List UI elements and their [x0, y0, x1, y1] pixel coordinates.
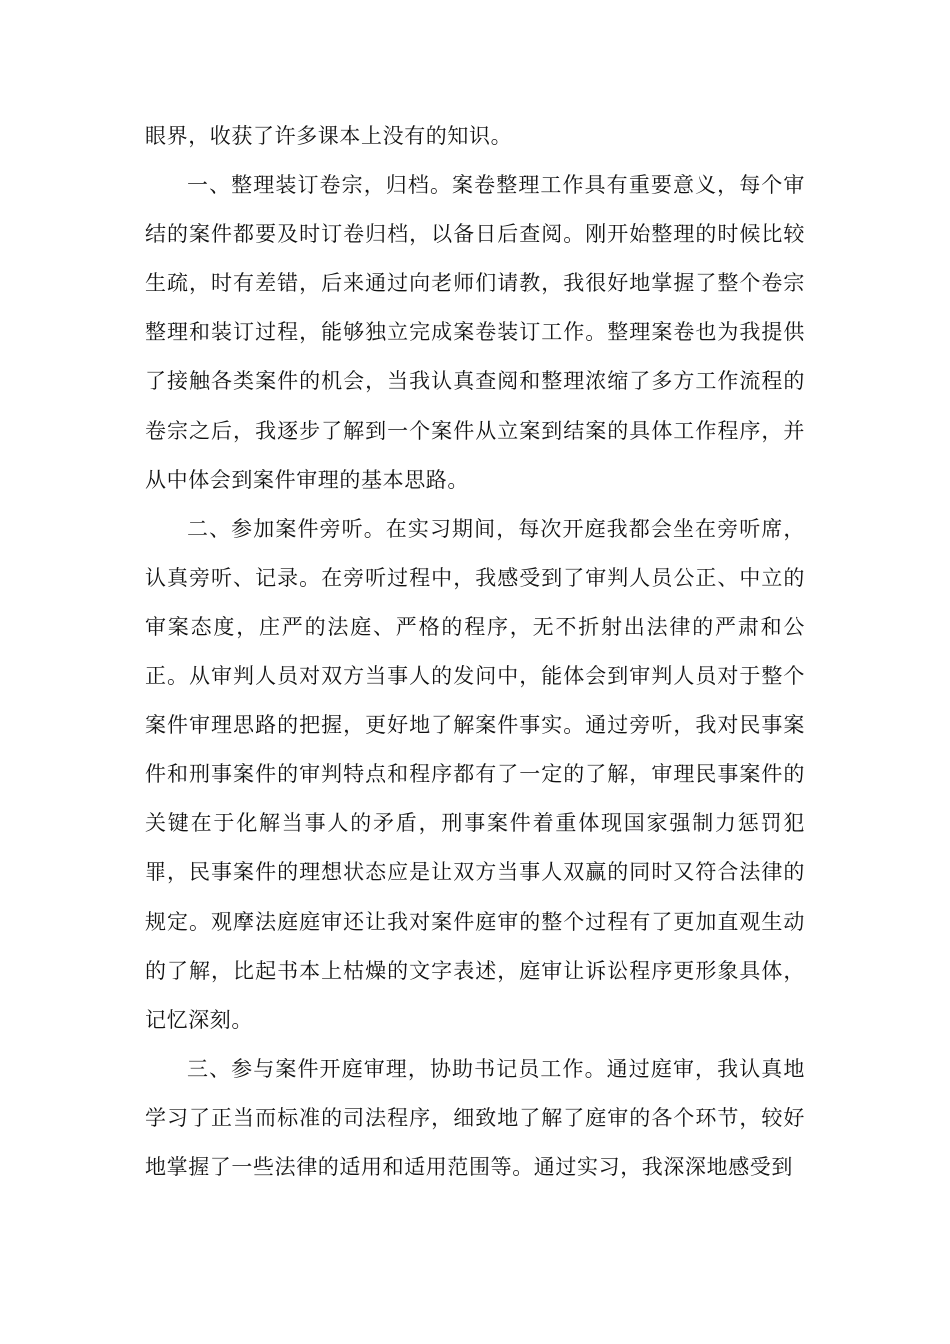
paragraph-continuation: 眼界，收获了许多课本上没有的知识。 — [145, 124, 513, 148]
paragraph-section-two: 二、参加案件旁听。在实习期间，每次开庭我都会坐在旁听席，认真旁听、记录。在旁听过程中，我感受到了审判人员公正、中立的审案态度，庄严的法庭、严格的程序，无不折射出法律的严肃和公正。从审判人员对双方当事人的发问中，能体会到审判人员对于整个案件审理思路的把握，更好地了解案件事实。通过旁听，我对民事案件和刑事案件的审判特点和程序都有了一定的了解，审理民事案件的关键在于化解当事人的矛盾，刑事案件着重体现国家强制力惩罚犯罪，民事案件的理想状态应是让双方当事人双赢的同时又符合法律的规定。观摩法庭庭审还让我对案件庭审的整个过程有了更加直观生动的了解，比起书本上枯燥的文字表述，庭审让诉讼程序更形象具体，记忆深刻。 — [145, 516, 805, 1032]
paragraph-section-one: 一、整理装订卷宗，归档。案卷整理工作具有重要意义，每个审结的案件都要及时订卷归档，以备日后查阅。刚开始整理的时候比较生疏，时有差错，后来通过向老师们请教，我很好地掌握了整个卷宗整理和装订过程，能够独立完成案卷装订工作。整理案卷也为我提供了接触各类案件的机会，当我认真查阅和整理浓缩了多方工作流程的卷宗之后，我逐步了解到一个案件从立案到结案的具体工作程序，并从中体会到案件审理的基本思路。 — [145, 173, 805, 492]
paragraph-section-three: 三、参与案件开庭审理，协助书记员工作。通过庭审，我认真地学习了正当而标准的司法程序，细致地了解了庭审的各个环节，较好地掌握了一些法律的适用和适用范围等。通过实习，我深深地感受到 — [145, 1056, 805, 1179]
document-body — [145, 112, 805, 1192]
